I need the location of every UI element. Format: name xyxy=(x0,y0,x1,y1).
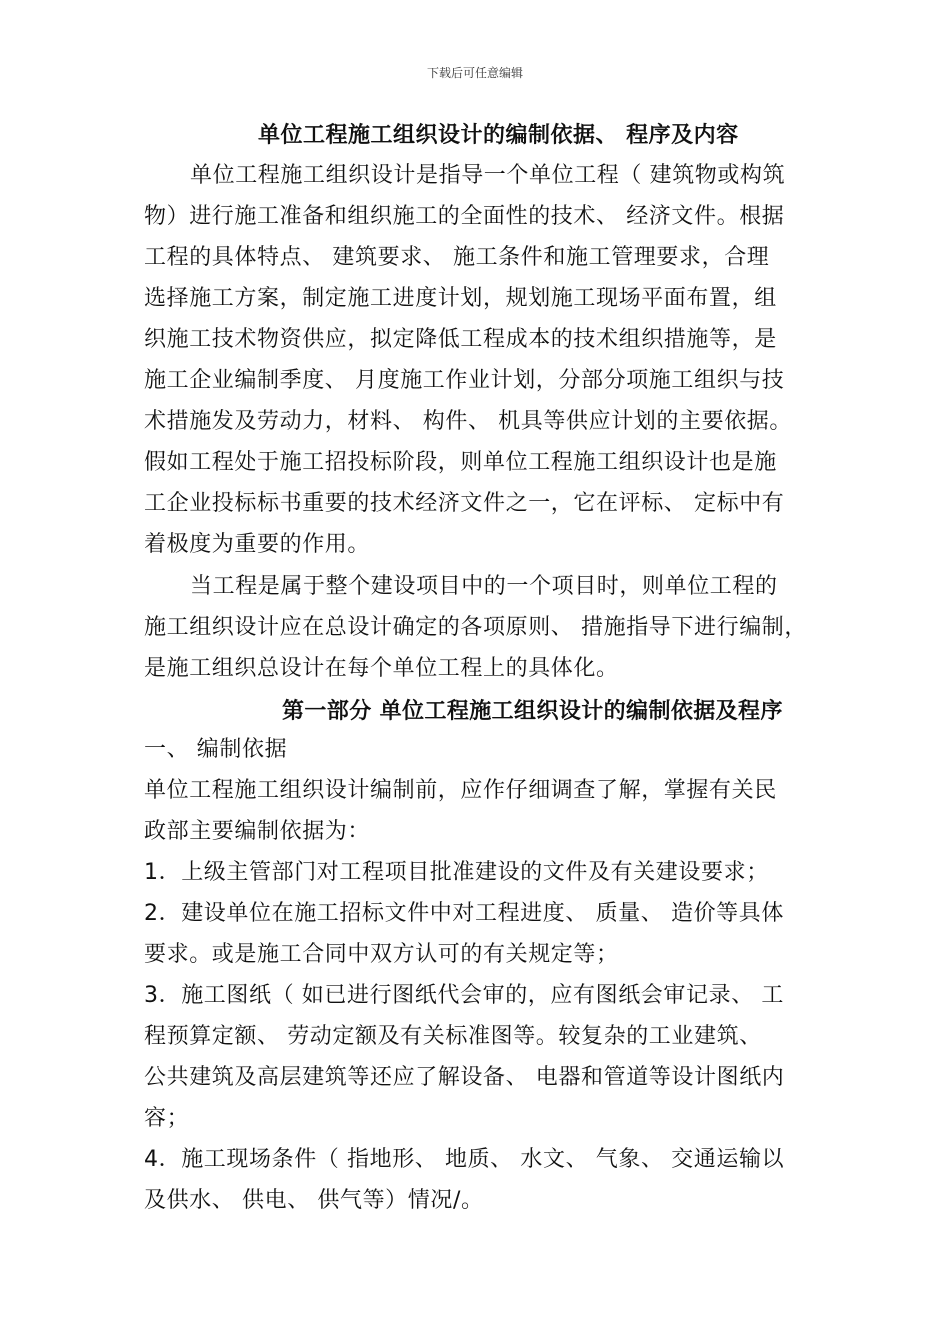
text-line: 施工组织设计应在总设计确定的各项原则、 措施指导下进行编制， xyxy=(144,615,807,640)
text-line: 是施工组织总设计在每个单位工程上的具体化。 xyxy=(144,656,619,681)
text-line: 容； xyxy=(144,1106,190,1131)
document-title: 单位工程施工组织设计的编制依据、 程序及内容 xyxy=(258,123,739,148)
header-note: 下载后可任意编辑 xyxy=(426,66,523,80)
subsection-heading: 一、 编制依据 xyxy=(144,737,288,762)
text-line: 物）进行施工准备和组织施工的全面性的技术、 经济文件。根据 xyxy=(144,204,785,229)
text-line: 要求。或是施工合同中双方认可的有关规定等； xyxy=(144,942,619,967)
text-line: 及供水、 供电、 供气等）情况/。 xyxy=(144,1188,484,1213)
text-line: 政部主要编制依据为： xyxy=(144,819,371,844)
text-line: 4．施工现场条件（ 指地形、 地质、 水文、 气象、 交通运输以 xyxy=(144,1147,785,1172)
text-line: 单位工程施工组织设计是指导一个单位工程（ 建筑物或构筑 xyxy=(190,163,786,188)
text-line: 着极度为重要的作用。 xyxy=(144,532,371,557)
section-heading: 第一部分 单位工程施工组织设计的编制依据及程序 xyxy=(282,699,783,724)
text-line: 术措施发及劳动力，材料、 构件、 机具等供应计划的主要依据。 xyxy=(144,409,792,434)
text-line: 当工程是属于整个建设项目中的一个项目时，则单位工程的 xyxy=(190,574,778,599)
text-line: 假如工程处于施工招投标阶段，则单位工程施工组织设计也是施 xyxy=(144,450,777,475)
text-line: 选择施工方案，制定施工进度计划，规划施工现场平面布置，组 xyxy=(144,286,777,311)
text-line: 工企业投标标书重要的技术经济文件之一，它在评标、 定标中有 xyxy=(144,491,785,516)
text-line: 3．施工图纸（ 如已进行图纸代会审的，应有图纸会审记录、 工 xyxy=(144,983,784,1008)
text-line: 程预算定额、 劳动定额及有关标准图等。较复杂的工业建筑、 xyxy=(144,1024,762,1049)
text-line: 施工企业编制季度、 月度施工作业计划，分部分项施工组织与技 xyxy=(144,368,785,393)
text-line: 单位工程施工组织设计编制前，应作仔细调查了解，掌握有关民 xyxy=(144,778,777,803)
text-line: 2．建设单位在施工招标文件中对工程进度、 质量、 造价等具体 xyxy=(144,901,784,926)
text-line: 织施工技术物资供应，拟定降低工程成本的技术组织措施等，是 xyxy=(144,327,777,352)
text-line: 1．上级主管部门对工程项目批准建设的文件及有关建设要求； xyxy=(144,860,769,885)
text-line: 工程的具体特点、 建筑要求、 施工条件和施工管理要求，合理 xyxy=(144,245,770,270)
text-line: 公共建筑及高层建筑等还应了解设备、 电器和管道等设计图纸内 xyxy=(144,1065,785,1090)
